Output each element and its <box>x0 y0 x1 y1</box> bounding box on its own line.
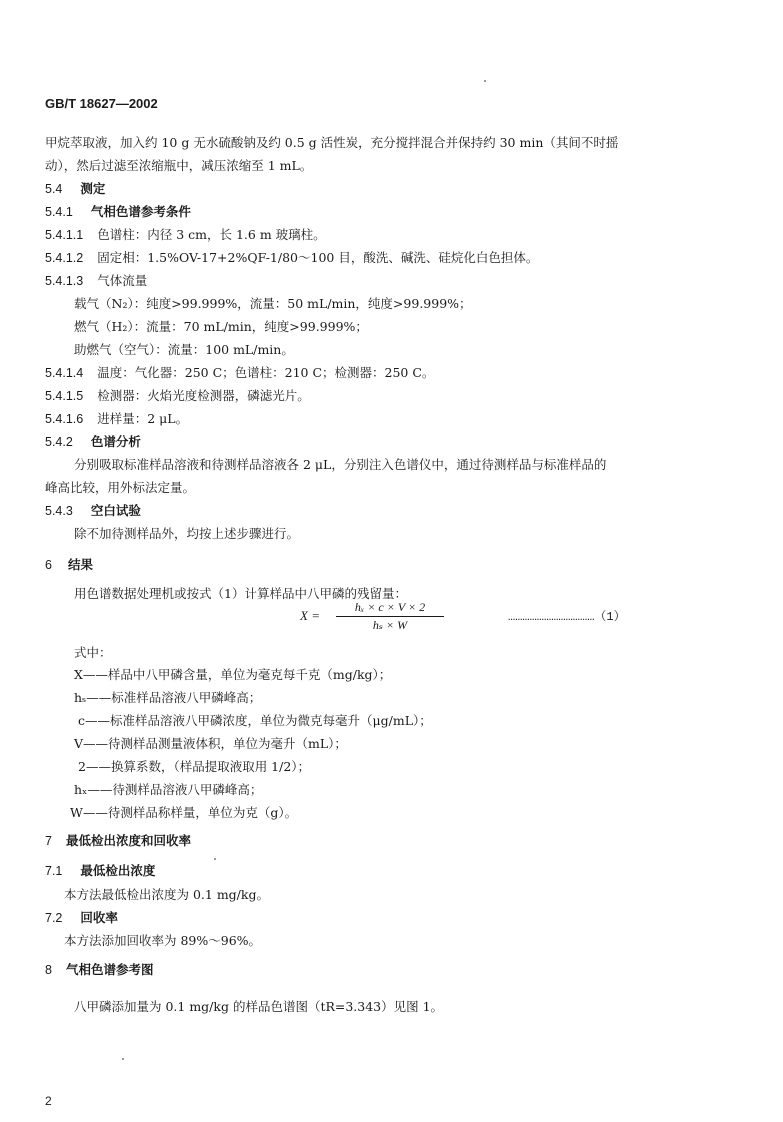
section-7-2-heading <box>45 910 118 926</box>
section-8-heading <box>45 962 153 978</box>
aux-gas-line: 助燃气（空气）：流量：100 mL/min。 <box>74 342 294 357</box>
clause-5-4-1-3 <box>45 273 147 289</box>
clause-5-4-1-4 <box>45 365 434 381</box>
definition-hs: hₛ——标准样品溶液八甲磷峰高； <box>74 690 262 705</box>
section-number: 7.2 <box>45 911 63 925</box>
clause-text: 温度：气化器：250 C；色谱柱：210 C；检测器：250 C。 <box>97 365 435 380</box>
section-7-heading <box>45 833 191 849</box>
clause-5-4-1-6 <box>45 411 188 427</box>
section-5-4-3-heading <box>45 503 141 519</box>
clause-number: 5.4.1.2 <box>45 251 84 265</box>
clause-number: 5.4.1.6 <box>45 412 84 426</box>
section-number: 5.4.3 <box>45 504 73 518</box>
definition-c: c——标准样品溶液八甲磷浓度，单位为微克每毫升（μg/mL）； <box>78 713 432 728</box>
section-title: 色谱分析 <box>90 434 141 449</box>
recovery-text: 本方法添加回收率为 89%～96%。 <box>64 933 262 948</box>
section-title: 结果 <box>67 557 93 572</box>
section-number: 7.1 <box>45 864 63 878</box>
clause-text: 进样量：2 μL。 <box>97 411 189 426</box>
section-5-4-heading <box>45 181 105 197</box>
definition-2: 2——换算系数，（样品提取液取用 1/2）； <box>78 759 311 774</box>
chromatogram-reference-text: 八甲磷添加量为 0.1 mg/kg 的样品色谱图（tR=3.343）见图 1。 <box>74 999 444 1014</box>
definition-w: W——待测样品称样量，单位为克（g）。 <box>70 805 298 820</box>
clause-number: 5.4.1.4 <box>45 366 84 380</box>
page-number: 2 <box>45 1094 52 1108</box>
clause-text: 气体流量 <box>97 273 148 288</box>
section-title: 最低检出浓度 <box>80 863 156 878</box>
definition-x: X——样品中八甲磷含量，单位为毫克每千克（mg/kg）； <box>74 667 392 682</box>
section-title: 气相色谱参考图 <box>65 962 154 977</box>
section-title: 测定 <box>80 181 106 196</box>
carrier-gas-line: 载气（N₂）：纯度>99.999%，流量：50 mL/min，纯度>99.999%； <box>74 296 472 311</box>
section-number: 5.4.2 <box>45 435 73 449</box>
formula-number-label: ………………………………（1） <box>508 610 626 624</box>
section-title: 空白试验 <box>90 503 141 518</box>
clause-number: 5.4.1.1 <box>45 228 84 242</box>
formula-numerator: hₓ × c × V × 2 <box>354 600 426 614</box>
clause-number: 5.4.1.5 <box>45 389 84 403</box>
blank-test-text: 除不加待测样品外，均按上述步骤进行。 <box>74 526 300 541</box>
section-title: 回收率 <box>80 910 118 925</box>
definition-hx: hₓ——待测样品溶液八甲磷峰高； <box>74 782 263 797</box>
clause-text: 检测器：火焰光度检测器，磷滤光片。 <box>97 388 310 403</box>
section-number: 6 <box>45 558 52 572</box>
scan-speck <box>214 858 216 860</box>
standard-header: GB/T 18627—2002 <box>45 96 158 111</box>
clause-5-4-1-2 <box>45 250 538 266</box>
section-number: 7 <box>45 834 52 848</box>
section-title: 最低检出浓度和回收率 <box>65 833 191 848</box>
detection-limit-text: 本方法最低检出浓度为 0.1 mg/kg。 <box>64 887 269 902</box>
formula-lhs: X = <box>300 608 320 623</box>
section-5-4-2-heading <box>45 434 141 450</box>
formula-denominator: hₛ × W <box>372 618 408 632</box>
clause-5-4-1-5 <box>45 388 310 404</box>
chromatography-line-1: 分别吸取标准样品溶液和待测样品溶液各 2 μL，分别注入色谱仪中，通过待测样品与标准样品的 <box>74 457 607 472</box>
formula-fraction-bar <box>336 616 444 617</box>
section-number: 8 <box>45 963 52 977</box>
result-intro-text: 用色谱数据处理机或按式（1）计算样品中八甲磷的残留量： <box>74 586 407 601</box>
clause-5-4-1-1 <box>45 227 326 243</box>
fuel-gas-line: 燃气（H₂）：流量：70 mL/min，纯度>99.999%； <box>74 319 368 334</box>
intro-line-1: 甲烷萃取液，加入约 10 g 无水硫酸钠及约 0.5 g 活性炭，充分搅拌混合并保持约 30 min（其间不时摇 <box>45 135 619 150</box>
intro-line-2: 动），然后过滤至浓缩瓶中，减压浓缩至 1 mL。 <box>45 158 313 173</box>
section-number: 5.4.1 <box>45 205 73 219</box>
clause-number: 5.4.1.3 <box>45 274 84 288</box>
section-6-heading <box>45 557 93 573</box>
clause-text: 固定相：1.5%OV-17+2%QF-1/80～100 目，酸洗、碱洗、硅烷化白色担体。 <box>97 250 539 265</box>
section-title: 气相色谱参考条件 <box>90 204 191 219</box>
section-7-1-heading <box>45 863 155 879</box>
where-label: 式中： <box>74 645 112 660</box>
section-5-4-1-heading <box>45 204 191 220</box>
section-number: 5.4 <box>45 182 63 196</box>
chromatography-line-2: 峰高比较，用外标法定量。 <box>45 480 196 495</box>
clause-text: 色谱柱：内径 3 cm，长 1.6 m 玻璃柱。 <box>97 227 326 242</box>
scan-speck <box>484 80 486 82</box>
definition-v: V——待测样品测量液体积，单位为毫升（mL）； <box>74 736 347 751</box>
scan-speck <box>122 1058 124 1060</box>
